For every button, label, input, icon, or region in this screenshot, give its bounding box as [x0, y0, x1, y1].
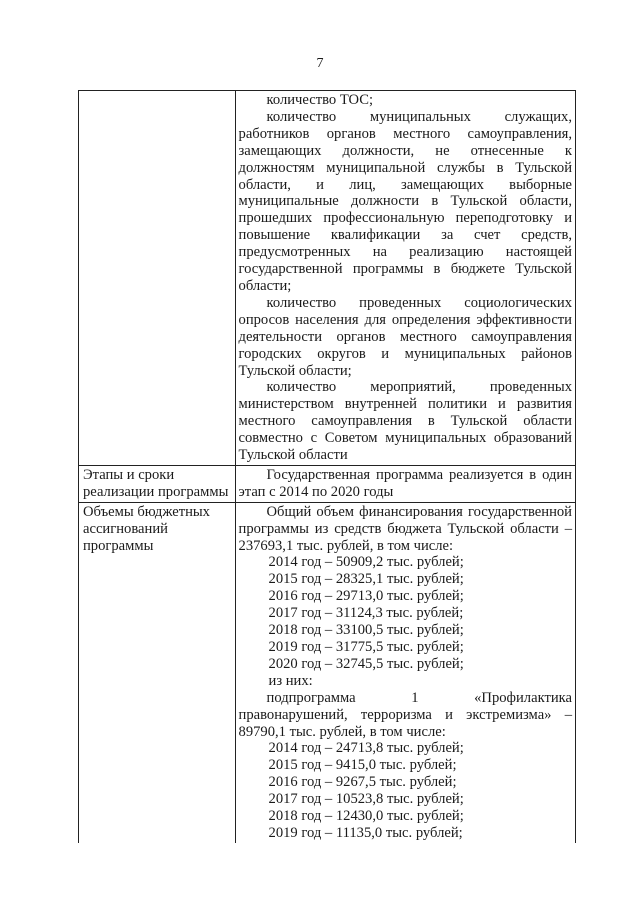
- subprogram-year-line: 2018 год – 12430,0 тыс. рублей;: [268, 808, 464, 825]
- table-row: [79, 465, 576, 502]
- funding-year-line: 2020 год – 32745,5 тыс. рублей;: [268, 655, 464, 672]
- indicator-paragraph: количество муниципальных служащих, работников органов местного самоуправления, замещающих должности, не отнесенные к должностям муниципальной службы в Тульской области, и лиц, замещающих выборные муниципальные должности в Тульской области, прошедших профессиональную переподготовку и повышение квалификации за счет средств, предусмотренных на реализацию настоящей государственной программы в бюджете Тульской области;: [238, 108, 572, 294]
- of-them-label: из них:: [268, 672, 313, 689]
- subprogram-year-line: 2014 год – 24713,8 тыс. рублей;: [268, 740, 464, 757]
- subprogram-paragraph: подпрограмма 1 «Профилактика правонарушений, терроризма и экстремизма» – 89790,1 тыс. рублей, в том числе:: [238, 689, 572, 740]
- subprogram-year-line: 2019 год – 11135,0 тыс. рублей;: [268, 824, 463, 841]
- row-content: [235, 502, 575, 843]
- table-row: [79, 91, 576, 466]
- stages-paragraph: Государственная программа реализуется в один этап с 2014 по 2020 годы: [238, 466, 572, 500]
- funding-year-line: 2017 год – 31124,3 тыс. рублей;: [268, 605, 464, 622]
- table-row: [79, 502, 576, 843]
- subprogram-year-line: 2017 год – 10523,8 тыс. рублей;: [268, 791, 464, 808]
- program-passport-table: [78, 90, 576, 843]
- funding-year-line: 2015 год – 28325,1 тыс. рублей;: [268, 571, 464, 588]
- page-number: 7: [316, 56, 324, 71]
- row-content: [235, 465, 575, 502]
- funding-year-line: 2019 год – 31775,5 тыс. рублей;: [268, 639, 464, 655]
- indicator-paragraph: количество ТОС;: [266, 92, 374, 108]
- row-label-text: Этапы и сроки реализации программы: [83, 466, 229, 500]
- row-label-text: Объемы бюджетных ассигнований программы: [83, 503, 210, 554]
- row-label: [79, 91, 236, 466]
- subprogram-year-line: 2015 год – 9415,0 тыс. рублей;: [268, 757, 457, 774]
- funding-year-line: 2014 год – 50909,2 тыс. рублей;: [268, 554, 464, 571]
- indicator-paragraph: количество мероприятий, проведенных министерством внутренней политики и развития местного самоуправления в Тульской области совместно с Советом муниципальных образований Тульской области: [238, 379, 572, 464]
- row-label: [79, 502, 236, 843]
- subprogram-year-line: 2016 год – 9267,5 тыс. рублей;: [268, 774, 457, 791]
- funding-year-line: 2016 год – 29713,0 тыс. рублей;: [268, 588, 464, 605]
- row-content: [235, 91, 575, 466]
- row-label: [79, 465, 236, 502]
- indicator-paragraph: количество проведенных социологических опросов населения для определения эффективности деятельности органов местного самоуправления городских округов и муниципальных районов Тульской области;: [238, 294, 572, 379]
- funding-intro: Общий объем финансирования государственной программы из средств бюджета Тульской области – 237693,1 тыс. рублей, в том числе:: [238, 503, 572, 554]
- funding-year-line: 2018 год – 33100,5 тыс. рублей;: [268, 622, 464, 639]
